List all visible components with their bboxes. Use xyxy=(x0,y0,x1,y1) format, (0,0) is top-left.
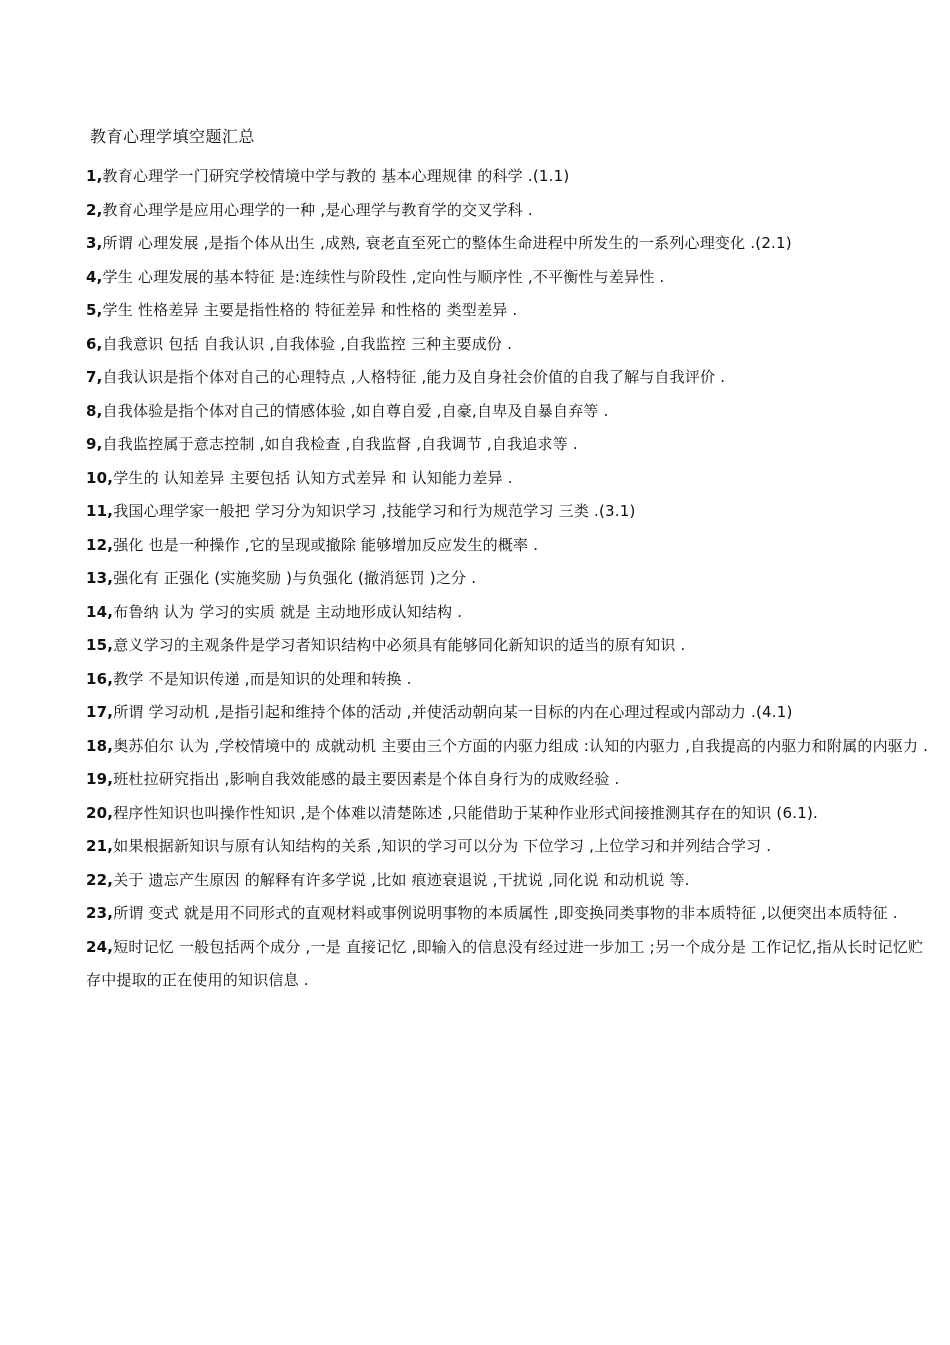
question-item xyxy=(86,529,936,563)
question-number: 1, xyxy=(86,167,103,185)
question-text: 关于 遗忘产生原因 的解释有许多学说 ,比如 痕迹衰退说 ,干扰说 ,同化说 和动机说 等. xyxy=(113,870,690,889)
question-item xyxy=(86,730,936,764)
question-number: 12, xyxy=(86,535,114,554)
question-item xyxy=(86,763,936,797)
question-item xyxy=(86,227,936,261)
question-text: 所谓 变式 就是用不同形式的直观材料或事例说明事物的本质属性 ,即变换同类事物的非本质特征 ,以便突出本质特征 . xyxy=(113,904,898,922)
question-text: 班杜拉研究指出 ,影响自我效能感的最主要因素是个体自身行为的成败经验 . xyxy=(113,770,620,788)
question-item xyxy=(86,328,936,362)
question-text: 学生 性格差异 主要是指性格的 特征差异 和性格的 类型差异 . xyxy=(102,301,518,319)
question-number: 8, xyxy=(86,401,103,420)
question-item xyxy=(86,361,936,395)
question-number: 19, xyxy=(86,770,114,788)
question-item xyxy=(86,797,936,831)
question-text: 强化 也是一种操作 ,它的呈现或撤除 能够增加反应发生的概率 . xyxy=(113,535,539,554)
question-item xyxy=(86,462,936,496)
question-item xyxy=(86,864,936,898)
question-number: 20, xyxy=(86,803,114,822)
question-text: 学生的 认知差异 主要包括 认知方式差异 和 认知能力差异 . xyxy=(113,468,513,487)
question-number: 10, xyxy=(86,468,114,487)
question-text: 布鲁纳 认为 学习的实质 就是 主动地形成认知结构 . xyxy=(113,602,463,621)
question-number: 5, xyxy=(86,301,103,319)
question-number: 15, xyxy=(86,636,114,654)
question-number: 7, xyxy=(86,368,103,386)
question-number: 16, xyxy=(86,669,114,688)
question-text: 意义学习的主观条件是学习者知识结构中必须具有能够同化新知识的适当的原有知识 . xyxy=(113,636,686,654)
question-number: 18, xyxy=(86,736,114,755)
question-text: 我国心理学家一般把 学习分为知识学习 ,技能学习和行为规范学习 三类 .(3.1) xyxy=(113,502,636,520)
question-text: 所谓 心理发展 ,是指个体从出生 ,成熟, 衰老直至死亡的整体生命进程中所发生的一系列心理变化 .(2.1) xyxy=(102,234,792,252)
question-text: 短时记忆 一般包括两个成分 ,一是 直接记忆 ,即输入的信息没有经过进一步加工 ;另一个成分是 工作记忆,指从长时记忆贮存中提取的正在使用的知识信息 . xyxy=(86,937,924,989)
question-item xyxy=(86,596,936,630)
question-text: 程序性知识也叫操作性知识 ,是个体难以清楚陈述 ,只能借助于某种作业形式间接推测其存在的知识 (6.1). xyxy=(113,803,818,822)
question-item xyxy=(86,261,936,295)
question-item xyxy=(86,897,936,931)
question-text: 教育心理学是应用心理学的一种 ,是心理学与教育学的交叉学科 . xyxy=(102,200,533,219)
question-item xyxy=(86,294,936,328)
question-item xyxy=(86,931,936,998)
question-item xyxy=(86,160,936,194)
question-item xyxy=(86,428,936,462)
question-number: 2, xyxy=(86,200,103,219)
question-item xyxy=(86,194,936,228)
question-item xyxy=(86,395,936,429)
question-text: 自我认识是指个体对自己的心理特点 ,人格特征 ,能力及自身社会价值的自我了解与自我评价 . xyxy=(102,368,726,386)
question-text: 学生 心理发展的基本特征 是:连续性与阶段性 ,定向性与顺序性 ,不平衡性与差异性 . xyxy=(102,267,665,286)
question-text: 教学 不是知识传递 ,而是知识的处理和转换 . xyxy=(113,669,412,688)
question-text: 自我监控属于意志控制 ,如自我检查 ,自我监督 ,自我调节 ,自我追求等 . xyxy=(102,435,578,453)
question-number: 3, xyxy=(86,234,103,252)
question-number: 24, xyxy=(86,937,114,956)
question-text: 所谓 学习动机 ,是指引起和维持个体的活动 ,并使活动朝向某一目标的内在心理过程或内部动力 .(4.1) xyxy=(113,703,793,721)
question-item xyxy=(86,562,936,596)
question-number: 21, xyxy=(86,837,114,855)
question-item xyxy=(86,663,936,697)
question-item xyxy=(86,830,936,864)
question-item xyxy=(86,495,936,529)
document-title: 教育心理学填空题汇总 xyxy=(90,127,256,146)
question-text: 教育心理学一门研究学校情境中学与教的 基本心理规律 的科学 .(1.1) xyxy=(102,167,570,185)
question-number: 4, xyxy=(86,267,103,286)
question-number: 22, xyxy=(86,870,114,889)
question-text: 强化有 正强化 (实施奖励 )与负强化 (撤消惩罚 )之分 . xyxy=(113,569,477,587)
question-item xyxy=(86,696,936,730)
question-list xyxy=(86,160,936,998)
question-number: 6, xyxy=(86,334,103,353)
question-text: 自我意识 包括 自我认识 ,自我体验 ,自我监控 三种主要成份 . xyxy=(102,334,513,353)
question-number: 9, xyxy=(86,435,103,453)
question-text: 如果根据新知识与原有认知结构的关系 ,知识的学习可以分为 下位学习 ,上位学习和并列结合学习 . xyxy=(113,837,772,855)
question-text: 奥苏伯尔 认为 ,学校情境中的 成就动机 主要由三个方面的内驱力组成 :认知的内驱力 ,自我提高的内驱力和附属的内驱力 . xyxy=(113,736,929,755)
question-text: 自我体验是指个体对自己的情感体验 ,如自尊自爱 ,自豪,自卑及自暴自弃等 . xyxy=(102,401,609,420)
question-number: 11, xyxy=(86,502,114,520)
question-number: 23, xyxy=(86,904,114,922)
question-number: 13, xyxy=(86,569,114,587)
question-number: 17, xyxy=(86,703,114,721)
question-item xyxy=(86,629,936,663)
question-number: 14, xyxy=(86,602,114,621)
